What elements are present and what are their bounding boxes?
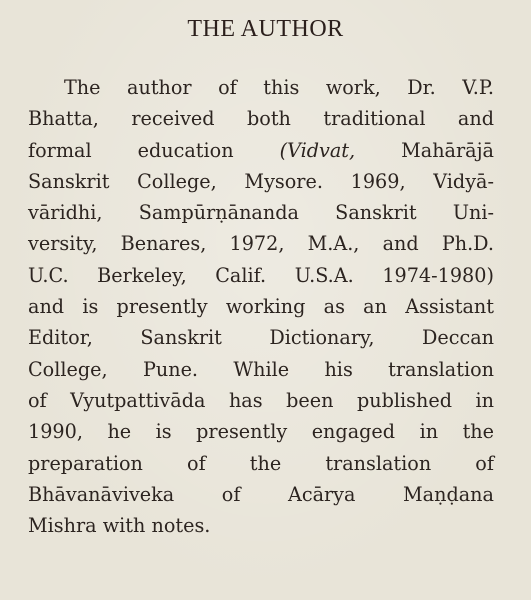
word: presently xyxy=(116,295,208,319)
word: translation xyxy=(325,451,432,475)
text-line xyxy=(28,166,494,197)
word: formal xyxy=(28,138,92,162)
word: as xyxy=(323,295,345,319)
word: presently xyxy=(196,420,288,444)
word: education xyxy=(137,138,234,162)
word: Acārya xyxy=(287,482,356,506)
word: working xyxy=(225,295,306,319)
word: of xyxy=(475,451,494,475)
text-line xyxy=(28,510,494,541)
word: the xyxy=(462,420,494,444)
text-line xyxy=(28,197,494,228)
text-line xyxy=(28,291,494,322)
word: of xyxy=(218,76,237,99)
word: in xyxy=(475,388,494,412)
word: the xyxy=(249,451,282,475)
word: Benares, xyxy=(120,232,207,256)
word: 1969, xyxy=(350,169,406,193)
word: of xyxy=(187,451,206,475)
word: his xyxy=(324,357,353,381)
page-title: THE AUTHOR xyxy=(187,16,344,42)
word: with xyxy=(102,514,146,538)
text-line xyxy=(28,354,494,385)
word: in xyxy=(419,420,439,444)
word: V.P. xyxy=(462,76,494,99)
word: Mahārājā xyxy=(401,138,494,162)
word: work, xyxy=(325,76,381,99)
word: Dictionary, xyxy=(269,326,375,350)
word: Dr. xyxy=(407,76,436,99)
word: U.S.A. xyxy=(294,263,354,287)
word: of xyxy=(221,482,241,506)
word: Maṇḍana xyxy=(403,482,494,506)
word: has xyxy=(228,388,263,412)
word: Sanskrit xyxy=(140,326,222,350)
text-line xyxy=(28,260,494,291)
word: engaged xyxy=(311,420,396,444)
word: (Vidvat, xyxy=(279,138,356,162)
word: College, xyxy=(28,357,108,381)
word: Calif. xyxy=(215,263,267,287)
word: 1972, xyxy=(229,232,285,256)
text-line xyxy=(28,448,494,479)
word: published xyxy=(356,388,452,412)
word: and xyxy=(28,295,65,319)
text-line xyxy=(28,385,494,416)
word: received xyxy=(131,107,215,131)
word: Bhatta, xyxy=(28,107,99,131)
text-line xyxy=(28,135,494,166)
word: this xyxy=(263,76,300,99)
word: Sampūrṇānanda xyxy=(138,201,299,225)
word: Bhāvanāviveka xyxy=(28,482,175,506)
word: and xyxy=(382,232,419,256)
word: U.C. xyxy=(28,263,69,287)
word: translation xyxy=(388,357,494,381)
word: Sanskrit xyxy=(335,201,417,225)
word: traditional xyxy=(323,107,426,131)
word: 1974-1980) xyxy=(382,263,494,287)
word: Berkeley, xyxy=(97,263,187,287)
author-paragraph xyxy=(28,72,494,541)
word: Editor, xyxy=(28,326,93,350)
word: Vyutpattivāda xyxy=(70,388,206,412)
word: While xyxy=(233,357,290,381)
text-line xyxy=(28,72,494,103)
word: notes. xyxy=(151,514,211,538)
word: is xyxy=(155,420,172,444)
word: and xyxy=(457,107,494,131)
word: an xyxy=(363,295,387,319)
text-line xyxy=(28,416,494,447)
text-line xyxy=(28,103,494,134)
word: Assistant xyxy=(405,295,494,319)
word: preparation xyxy=(28,451,143,475)
word: been xyxy=(286,388,334,412)
word: The xyxy=(64,76,101,99)
word: Mishra xyxy=(28,514,97,538)
word: Vidyā- xyxy=(433,169,494,193)
word: is xyxy=(82,295,99,319)
word: both xyxy=(247,107,291,131)
word: Uni- xyxy=(452,201,494,225)
text-line xyxy=(28,479,494,510)
word: versity, xyxy=(28,232,98,256)
text-line xyxy=(28,228,494,259)
word: 1990, xyxy=(28,420,83,444)
word: College, xyxy=(137,169,217,193)
text-line xyxy=(28,322,494,353)
word: of xyxy=(28,388,47,412)
word: Sanskrit xyxy=(28,169,110,193)
word: vāridhi, xyxy=(28,201,103,225)
word: Deccan xyxy=(421,326,494,350)
word: Mysore. xyxy=(244,169,323,193)
word: author xyxy=(127,76,192,99)
word: he xyxy=(107,420,132,444)
word: Ph.D. xyxy=(441,232,494,256)
word: Pune. xyxy=(142,357,199,381)
word: M.A., xyxy=(307,232,360,256)
